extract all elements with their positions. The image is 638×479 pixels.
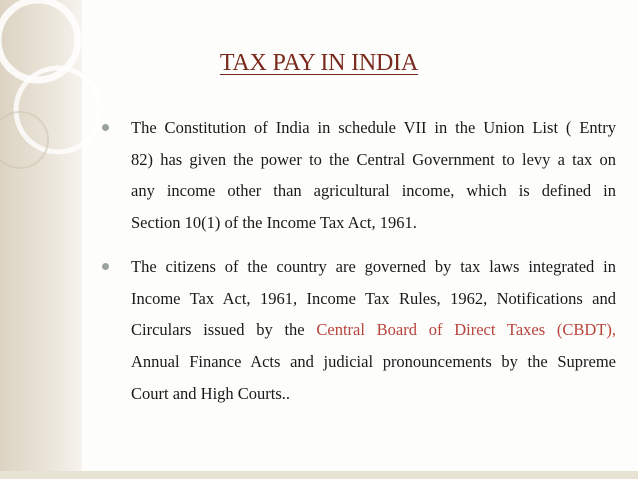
text-line: The citizens of the country are governed by tax laws integrated in — [131, 257, 616, 276]
text-line: The Constitution of India in schedule VII in the Union List ( Entry — [131, 118, 616, 137]
text-line: Court and High Courts.. — [131, 383, 291, 403]
bullet-item-1 — [131, 112, 616, 239]
cbdt-highlight: Central Board of Direct Taxes (CBDT), — [316, 320, 616, 340]
slide-title: TAX PAY IN INDIA — [219, 50, 419, 76]
text-segment: Circulars issued by the — [131, 320, 317, 340]
text-line: Annual Finance Acts and judicial pronouncements by the Supreme — [131, 352, 616, 372]
bullet-item-2 — [131, 251, 616, 410]
text-line: Section 10(1) of the Income Tax Act, 1961. — [131, 213, 417, 233]
bullet-icon — [102, 263, 109, 270]
text-line-with-highlight — [131, 314, 616, 346]
bullet-icon — [102, 124, 109, 131]
text-line: any income other than agricultural income, which is defined in — [131, 181, 616, 201]
decorative-bottom-strip — [0, 471, 638, 479]
text-line: 82) has given the power to the Central Government to levy a tax on — [131, 149, 616, 169]
text-line: Income Tax Act, 1961, Income Tax Rules, 1962, Notifications and — [131, 288, 616, 308]
